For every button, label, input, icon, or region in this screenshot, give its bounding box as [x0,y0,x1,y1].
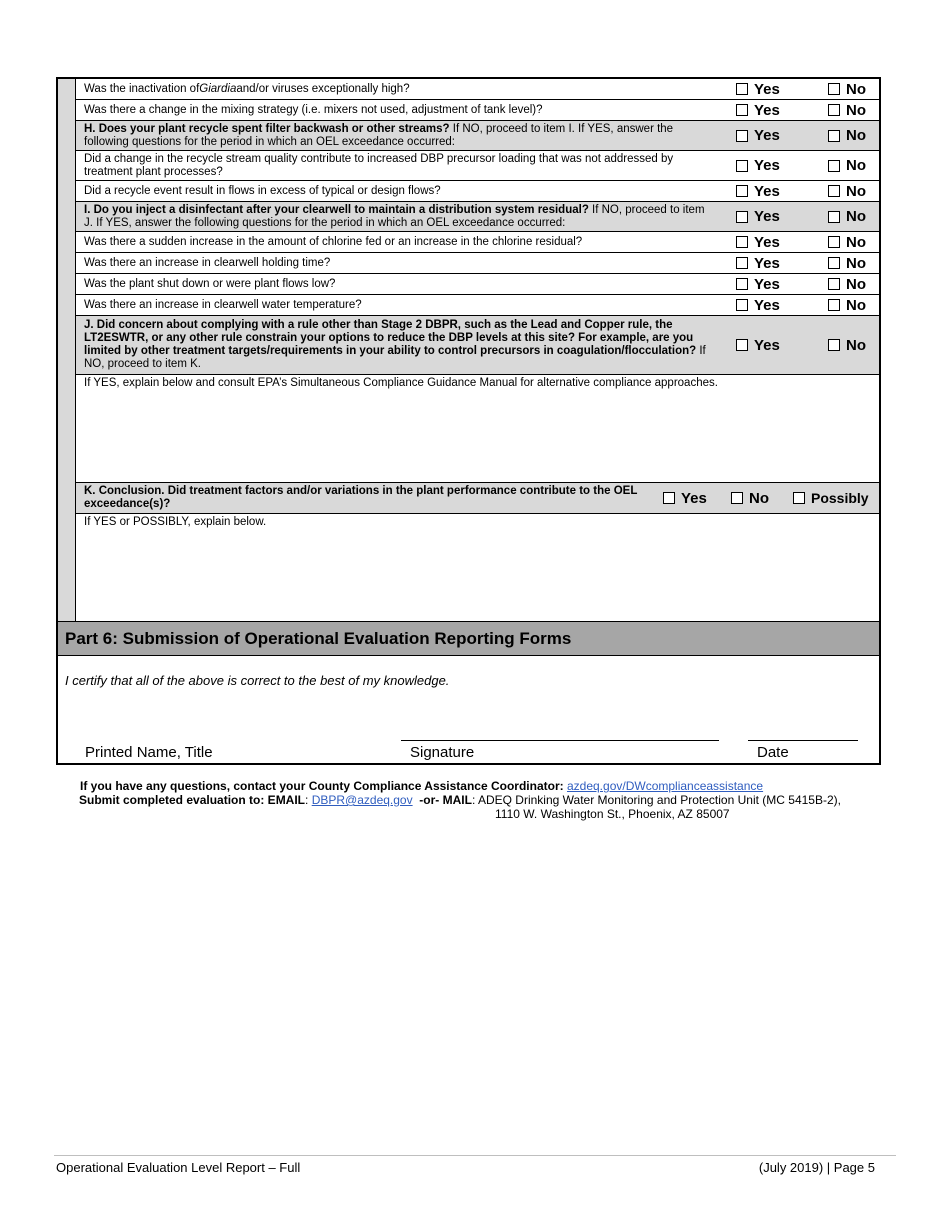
question-text: Was there an increase in clearwell holding time? [84,256,331,269]
question-row-recycle-flows [76,181,879,202]
yes-checkbox[interactable]: Yes [736,79,780,99]
no-checkbox[interactable]: No [828,316,866,374]
question-text: K. Conclusion. Did treatment factors and/or variations in the plant performance contribute to the OEL exceedance(s)? [84,485,638,510]
checkbox-square[interactable] [828,185,840,197]
yes-checkbox[interactable]: Yes [663,483,707,513]
question-row-holding-time [76,253,879,274]
signature-line[interactable] [401,740,719,741]
checkbox-square[interactable] [828,160,840,172]
question-text: H. Does your plant recycle spent filter backwash or other streams? If NO, proceed to item I. If YES, answer the following questions for the period in which an OEL exceedance occurred: [84,122,674,148]
checkbox-square[interactable] [736,236,748,248]
question-text: Was there a sudden increase in the amount of chlorine fed or an increase in the chlorine residual? [84,235,583,248]
compliance-assistance-link[interactable]: azdeq.gov/DWcomplianceassistance [566,779,764,793]
question-text: Did a change in the recycle stream quality contribute to increased DBP precursor loading that was not addressed by treatment plant processes? [84,152,674,178]
no-checkbox[interactable]: No [828,100,866,120]
explanation-prompt: If YES or POSSIBLY, explain below. [84,516,267,528]
checkbox-square[interactable] [828,83,840,95]
checkbox-square[interactable] [663,492,675,504]
question-row-plant-shutdown [76,274,879,295]
section-j-explanation-area[interactable] [76,375,879,483]
checkbox-square[interactable] [731,492,743,504]
section-h-header [76,121,879,151]
page-footer [54,1155,896,1175]
section-k-conclusion [76,483,879,514]
checkbox-square[interactable] [828,104,840,116]
yes-checkbox[interactable]: Yes [736,316,780,374]
yes-checkbox[interactable]: Yes [736,253,780,273]
no-checkbox[interactable]: No [828,151,866,180]
checkbox-square[interactable] [828,299,840,311]
left-margin-strip [58,79,76,621]
checkbox-square[interactable] [828,236,840,248]
checkbox-square[interactable] [736,104,748,116]
no-checkbox[interactable]: No [828,121,866,150]
question-row-mixing [76,100,879,121]
yes-checkbox[interactable]: Yes [736,202,780,231]
yes-checkbox[interactable]: Yes [736,274,780,294]
checkbox-square[interactable] [828,278,840,290]
checkbox-square[interactable] [736,160,748,172]
question-row-chlorine-increase [76,232,879,253]
printed-name-label: Printed Name, Title [85,744,213,761]
email-link[interactable]: DBPR@azdeq.gov [311,793,413,807]
yes-checkbox[interactable]: Yes [736,100,780,120]
no-checkbox[interactable]: No [828,79,866,99]
part6-title: Part 6: Submission of Operational Evaluation Reporting Forms [58,622,879,656]
signature-label: Signature [410,744,475,761]
section-i-header [76,202,879,232]
no-checkbox[interactable]: No [828,202,866,231]
question-row-giardia [76,79,879,100]
checkbox-square[interactable] [736,257,748,269]
explanation-prompt: If YES, explain below and consult EPA’s Simultaneous Compliance Guidance Manual for alternative compliance approaches. [84,377,718,389]
yes-checkbox[interactable]: Yes [736,232,780,252]
checkbox-square[interactable] [736,185,748,197]
checkbox-square[interactable] [736,211,748,223]
no-checkbox[interactable]: No [828,181,866,201]
checkbox-square[interactable] [828,211,840,223]
date-label: Date [757,744,789,761]
footer-page-info: (July 2019) | Page 5 [758,1160,875,1175]
checkbox-square[interactable] [828,339,840,351]
checkbox-square[interactable] [828,257,840,269]
contact-line-2: Submit completed evaluation to: EMAIL: DBPR@azdeq.gov -or- MAIL: ADEQ Drinking Water Monitoring and Protection Unit (MC 5415B-2), [79,793,841,807]
question-row-water-temperature [76,295,879,316]
certification-statement: I certify that all of the above is correct to the best of my knowledge. [65,673,450,688]
question-text: Was the plant shut down or were plant flows low? [84,277,336,290]
no-checkbox[interactable]: No [828,274,866,294]
section-j-header [76,316,879,375]
checkbox-square[interactable] [736,339,748,351]
yes-checkbox[interactable]: Yes [736,295,780,315]
questions-table [56,77,881,621]
date-line[interactable] [748,740,858,741]
checkbox-square[interactable] [736,278,748,290]
no-checkbox[interactable]: No [828,253,866,273]
contact-line-1: If you have any questions, contact your County Compliance Assistance Coordinator: azdeq.gov/DWcomplianceassistance [80,779,764,793]
question-text: I. Do you inject a disinfectant after your clearwell to maintain a distribution system residual? If NO, proceed to item J. If YES, answer the following questions for the period in which an OEL exceedance occurred: [84,203,705,229]
possibly-checkbox[interactable]: Possibly [793,483,869,513]
question-text: Did a recycle event result in flows in excess of typical or design flows? [84,184,441,197]
no-checkbox[interactable]: No [731,483,769,513]
checkbox-square[interactable] [793,492,805,504]
checkbox-square[interactable] [828,130,840,142]
question-text: Was the inactivation of Giardia and/or viruses exceptionally high? [84,82,410,95]
part6-section [56,621,881,765]
footer-title: Operational Evaluation Level Report – Full [56,1160,301,1175]
yes-checkbox[interactable]: Yes [736,181,780,201]
question-row-recycle-quality [76,151,879,181]
checkbox-square[interactable] [736,83,748,95]
checkbox-square[interactable] [736,130,748,142]
no-checkbox[interactable]: No [828,295,866,315]
giardia-term: Giardia [199,82,237,95]
checkbox-square[interactable] [736,299,748,311]
question-text: J. Did concern about complying with a rule other than Stage 2 DBPR, such as the Lead and Copper rule, the LT2ESWTR, or any other rule constrain your options to reduce the DBP levels at this site? For example, are you limited by other treatment targets/requirements in your ability to control precursors in coagulation/flocculation? If NO, proceed to item K. [84,319,706,370]
question-text: Was there an increase in clearwell water temperature? [84,298,362,311]
contact-line-3: 1110 W. Washington St., Phoenix, AZ 85007 [495,807,730,821]
yes-checkbox[interactable]: Yes [736,121,780,150]
yes-checkbox[interactable]: Yes [736,151,780,180]
no-checkbox[interactable]: No [828,232,866,252]
question-text: Was there a change in the mixing strategy (i.e. mixers not used, adjustment of tank level)? [84,103,543,116]
section-k-explanation-area[interactable] [76,514,879,623]
